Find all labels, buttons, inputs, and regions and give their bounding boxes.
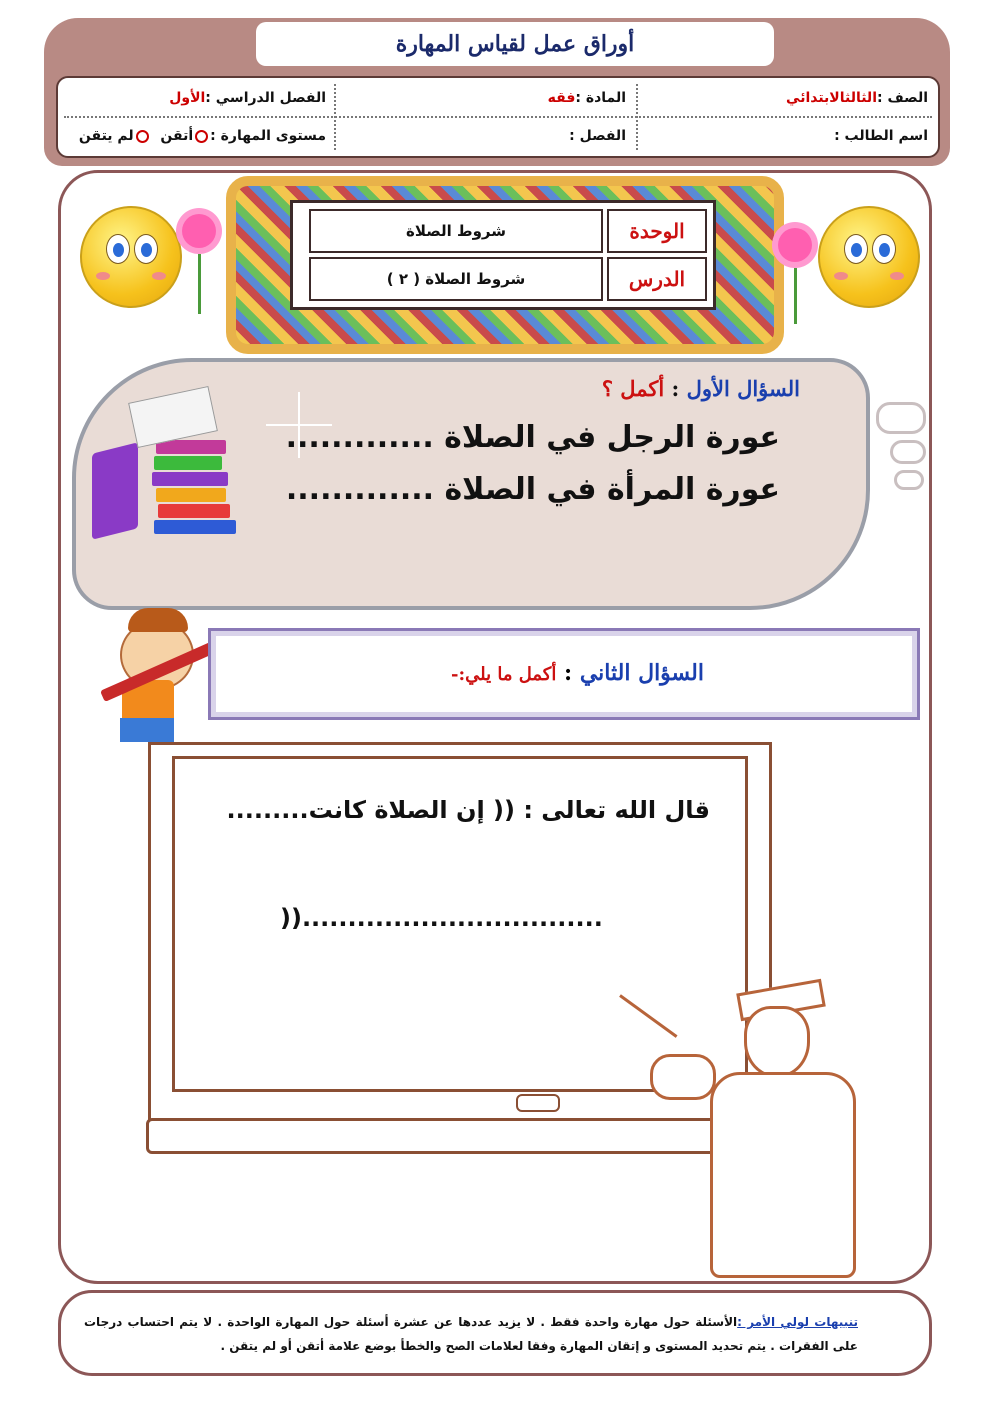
parent-notes-text — [84, 1310, 858, 1358]
question-2-label: السؤال الثاني — [579, 660, 704, 686]
flower-icon — [778, 228, 812, 262]
smiley-face-icon — [80, 206, 182, 308]
info-table — [56, 76, 940, 158]
unit-value: شروط الصلاة — [406, 222, 507, 240]
question-1-item-1[interactable]: عورة الرجل في الصلاة ............. — [285, 420, 780, 455]
decor-pill — [894, 470, 924, 490]
subject-label: المادة : — [575, 90, 626, 106]
subject-field — [548, 90, 626, 106]
question-1-separator: : — [664, 376, 687, 401]
skill-level-field — [79, 128, 326, 144]
mastered-option: أتقن — [160, 128, 194, 144]
lesson-label-cell — [607, 257, 707, 301]
question-1-label: السؤال الأول — [686, 376, 800, 401]
unit-label: الوحدة — [629, 219, 685, 243]
grade-label: الصف : — [877, 90, 928, 106]
question-2-instruction: أكمل ما يلي:- — [451, 664, 557, 685]
parent-notes-title: تنبيهات لولي الأمر : — [737, 1315, 858, 1329]
grade-value: الثالثالابتدائي — [786, 90, 877, 106]
question-1-title — [300, 376, 800, 401]
chalk-eraser-icon — [516, 1094, 560, 1112]
semester-value: الأول — [169, 90, 206, 106]
lesson-label: الدرس — [628, 267, 686, 291]
mastered-radio[interactable] — [195, 130, 208, 143]
page-title-box — [256, 22, 774, 66]
skill-level-label: مستوى المهارة : — [210, 128, 326, 144]
subject-value: فقه — [547, 90, 576, 106]
smiley-right-illustration — [770, 200, 920, 340]
class-label: الفصل : — [569, 128, 626, 144]
question-1-instruction: أكمل ؟ — [601, 376, 665, 401]
decor-pill — [876, 402, 926, 434]
question-2-title — [300, 660, 704, 686]
unit-label-cell — [607, 209, 707, 253]
page-title: أوراق عمل لقياس المهارة — [395, 31, 635, 57]
books-icon — [72, 384, 240, 544]
question-1-item-2[interactable]: عورة المرأة في الصلاة ............. — [285, 472, 780, 507]
question-2-answer-blank[interactable]: ))................................. — [280, 904, 603, 932]
info-divider-v1 — [334, 84, 336, 150]
question-2-quote[interactable]: قال الله تعالى : (( إن الصلاة كانت......... — [226, 796, 710, 824]
lesson-value-cell — [309, 257, 603, 301]
parent-notes-body: الأسئلة حول مهارة واحدة فقط . لا يزيد عددها عن عشرة أسئلة حول المهارة الواحدة . لا يتم احتساب درجات على الفقرات . يتم تحديد المستوى و إتقان المهارة وفقا لعلامات الصح والخطأ بوضع علامة أتقن أو لم يتقن . — [84, 1315, 858, 1353]
student-name-label: اسم الطالب : — [834, 128, 928, 144]
question-2-separator: : — [556, 660, 580, 686]
not-mastered-radio[interactable] — [136, 130, 149, 143]
lesson-value: شروط الصلاة ( ٢ ) — [386, 270, 526, 288]
unit-lesson-table — [290, 200, 716, 310]
graduate-teacher-illustration — [620, 976, 920, 1276]
info-divider-v2 — [636, 84, 638, 150]
not-mastered-option: لم يتقن — [78, 128, 134, 144]
student-name-field[interactable] — [834, 128, 928, 144]
grade-field — [786, 90, 928, 106]
decor-pill — [890, 440, 926, 464]
semester-label: الفصل الدراسي : — [205, 90, 326, 106]
semester-field — [169, 90, 326, 106]
flower-icon — [182, 214, 216, 248]
unit-value-cell — [309, 209, 603, 253]
class-field[interactable] — [569, 128, 626, 144]
smiley-face-icon — [818, 206, 920, 308]
info-divider-h — [64, 116, 932, 118]
smiley-left-illustration — [80, 200, 220, 340]
